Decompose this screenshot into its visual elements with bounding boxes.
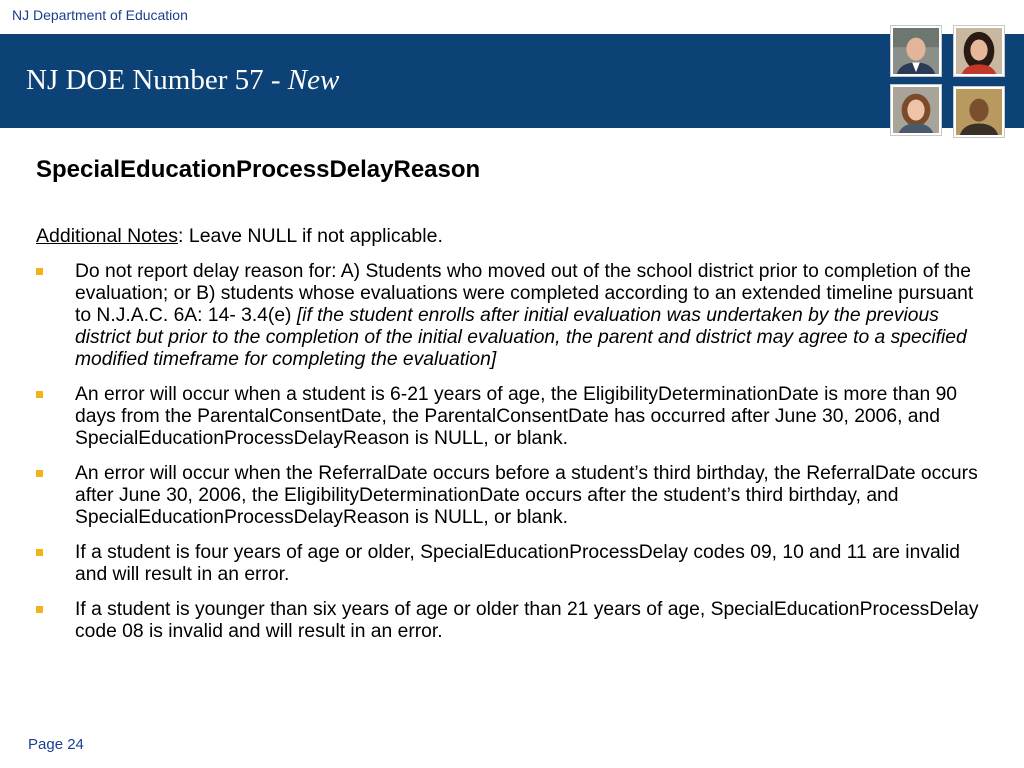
- slide-title-main: NJ DOE Number 57 -: [26, 64, 288, 96]
- additional-notes-label: Additional Notes: [36, 225, 179, 247]
- page-number: Page 24: [28, 736, 84, 753]
- additional-notes: [36, 225, 443, 248]
- rules-list: [36, 261, 986, 656]
- rule-text: An error will occur when a student is 6-21 years of age, the EligibilityDeterminationDate is more than 90 days from the ParentalConsentDate, the ParentalConsentDate has occurred after June 30, 2006, and SpecialEducationProcessDelayReason is NULL, or blank.: [75, 384, 958, 449]
- rule-text: An error will occur when the ReferralDate occurs before a student’s third birthday, the ReferralDate occurs after June 30, 2006, the EligibilityDeterminationDate occurs after the student’s third birthday, and SpecialEducationProcessDelayReason is NULL, or blank.: [75, 463, 978, 528]
- slide-title: [26, 64, 339, 97]
- square-bullet-icon: [36, 268, 43, 275]
- woman-portrait-photo: [890, 84, 942, 136]
- square-bullet-icon: [36, 391, 43, 398]
- man-portrait-icon: [893, 28, 939, 74]
- rule-text: If a student is younger than six years of age or older than 21 years of age, SpecialEducationProcessDelay code 08 is invalid and will result in an error.: [75, 599, 979, 642]
- woman-portrait-icon: [893, 87, 939, 133]
- man-portrait-photo: [890, 25, 942, 77]
- rule-item: [36, 599, 986, 643]
- rule-item: [36, 261, 986, 371]
- square-bullet-icon: [36, 470, 43, 477]
- woman-portrait-photo: [953, 25, 1005, 77]
- rule-item: [36, 542, 986, 586]
- slide-title-new: New: [287, 64, 340, 96]
- rule-text: If a student is four years of age or older, SpecialEducationProcessDelay codes 09, 10 and 11 are invalid and will result in an error.: [75, 542, 960, 585]
- rule-text: Do not report delay reason for: A) Students who moved out of the school district prior to completion of the evaluation; or B) students whose evaluations were completed according to an extended timeline pursuant to N.J.A.C. 6A: 14- 3.4(e): [75, 261, 974, 326]
- man-portrait-photo: [953, 86, 1005, 138]
- section-heading: SpecialEducationProcessDelayReason: [36, 156, 481, 183]
- woman-portrait-icon: [956, 28, 1002, 74]
- additional-notes-text: : Leave NULL if not applicable.: [178, 225, 443, 247]
- rule-item: [36, 384, 986, 450]
- rule-item: [36, 463, 986, 529]
- man-portrait-icon: [956, 89, 1002, 135]
- square-bullet-icon: [36, 606, 43, 613]
- rule-italic-text: [if the student enrolls after initial evaluation was undertaken by the previous district but prior to the completion of the initial evaluation, the parent and district may agree to a specified modified timeframe for completing the evaluation]: [75, 305, 967, 370]
- org-label: NJ Department of Education: [12, 7, 188, 23]
- square-bullet-icon: [36, 549, 43, 556]
